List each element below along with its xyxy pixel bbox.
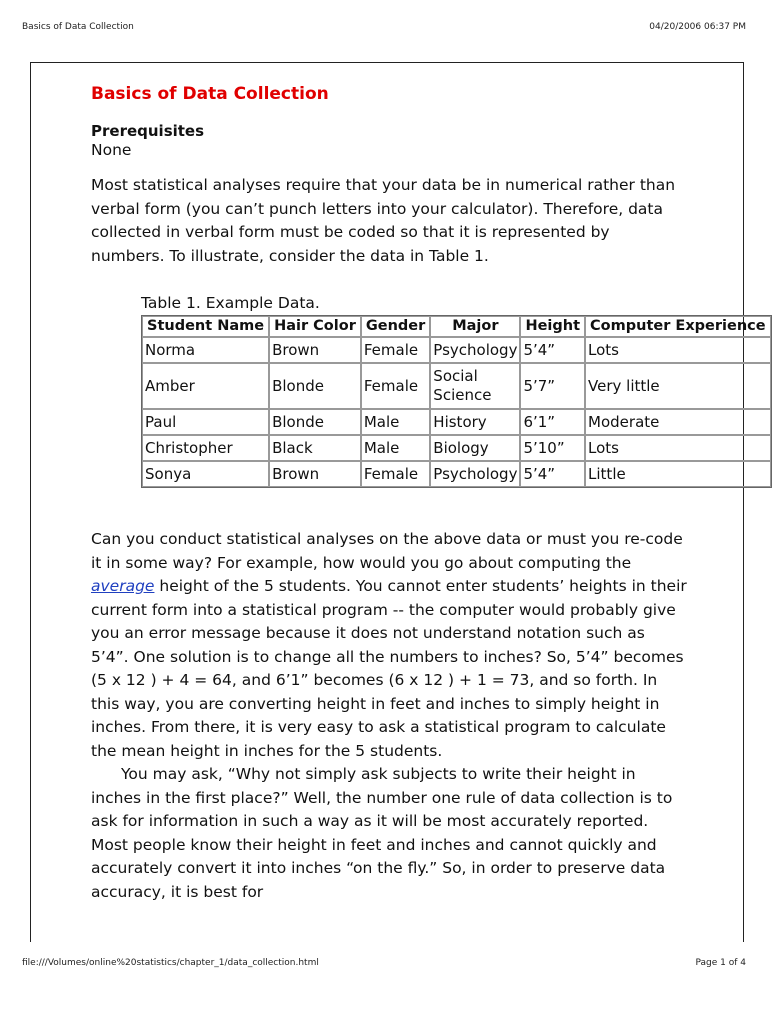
print-header	[22, 22, 746, 36]
intro-paragraph: Most statistical analyses require that your data be in numerical rather than verbal form (you can’t punch letters into your calculator). Therefore, data collected in verbal form must be coded so that it is represented by numbers. To illustrate, consider the data in Table 1.	[91, 176, 676, 265]
table-cell: 5’10”	[520, 435, 585, 461]
table-row	[142, 461, 771, 487]
example-data-table	[141, 315, 772, 488]
spacer	[91, 488, 687, 528]
table-cell: Christopher	[142, 435, 269, 461]
column-header: Height	[520, 316, 585, 337]
table-cell: Moderate	[585, 409, 771, 435]
table-cell: Female	[361, 461, 430, 487]
table-cell: 6’1”	[520, 409, 585, 435]
print-header-title: Basics of Data Collection	[22, 22, 134, 32]
print-header-timestamp: 04/20/2006 06:37 PM	[649, 22, 746, 32]
table-cell: Male	[361, 435, 430, 461]
paragraph-data-accuracy: You may ask, “Why not simply ask subjects to write their height in inches in the first place?” Well, the number one rule of data collection is to ask for information in such a way as it will be most accurately reported. Most people know their height in feet and inches and cannot quickly and accurately convert it into inches “on the fly.” So, in order to preserve data accuracy, it is best for	[91, 765, 673, 901]
table-cell: Paul	[142, 409, 269, 435]
table-caption: Table 1. Example Data.	[141, 294, 320, 312]
column-header: Major	[430, 316, 520, 337]
table-cell: Psychology	[430, 337, 520, 363]
page-frame	[30, 62, 766, 942]
table-cell: Brown	[269, 337, 361, 363]
document-content	[91, 83, 766, 904]
table-cell: Lots	[585, 337, 771, 363]
paragraph-average-height	[91, 528, 687, 763]
column-header: Hair Color	[269, 316, 361, 337]
table-cell: Blonde	[269, 363, 361, 409]
table-cell: Very little	[585, 363, 771, 409]
page-title: Basics of Data Collection	[91, 84, 329, 104]
paragraph-text: height of the 5 students. You cannot enter students’ heights in their current form into a statistical program -- the computer would probably give you an error message because it does not understand notation such as 5’4”. One solution is to change all the numbers to inches? So, 5’4” becomes (5 x 12 ) + 4 = 64, and 6’1” becomes (6 x 12 ) + 1 = 73, and so forth. In this way, you are converting height in feet and inches to simply height in inches. From there, it is very easy to ask a statistical program to calculate the mean height in inches for the 5 students.	[91, 577, 687, 760]
table-cell: 5’7”	[520, 363, 585, 409]
table-header-row	[142, 316, 771, 337]
column-header: Computer Experience	[585, 316, 771, 337]
table-cell: Lots	[585, 435, 771, 461]
column-header: Student Name	[142, 316, 269, 337]
table-row	[142, 337, 771, 363]
table-cell: 5’4”	[520, 461, 585, 487]
table-cell: Brown	[269, 461, 361, 487]
print-footer-url: file:///Volumes/online%20statistics/chapter_1/data_collection.html	[22, 958, 319, 968]
print-footer	[22, 958, 746, 972]
table-cell: Blonde	[269, 409, 361, 435]
table-row	[142, 435, 771, 461]
column-header: Gender	[361, 316, 430, 337]
table-row	[142, 363, 771, 409]
prerequisites-heading: Prerequisites	[91, 122, 205, 140]
table-cell: Black	[269, 435, 361, 461]
table-cell: Female	[361, 337, 430, 363]
table-cell: Social Science	[430, 363, 520, 409]
table-cell: Female	[361, 363, 430, 409]
table-cell: Norma	[142, 337, 269, 363]
table-cell: Amber	[142, 363, 269, 409]
table-cell: Psychology	[430, 461, 520, 487]
table-cell: Sonya	[142, 461, 269, 487]
prerequisites-value: None	[91, 141, 132, 159]
average-link[interactable]: average	[91, 577, 155, 595]
table-cell: Biology	[430, 435, 520, 461]
table-cell: 5’4”	[520, 337, 585, 363]
print-footer-page-number: Page 1 of 4	[695, 958, 746, 968]
table-cell: Male	[361, 409, 430, 435]
table-cell: Little	[585, 461, 771, 487]
paragraph-text: Can you conduct statistical analyses on the above data or must you re-code it in some way? For example, how would you go about computing the	[91, 530, 683, 572]
table-cell: History	[430, 409, 520, 435]
table-row	[142, 409, 771, 435]
